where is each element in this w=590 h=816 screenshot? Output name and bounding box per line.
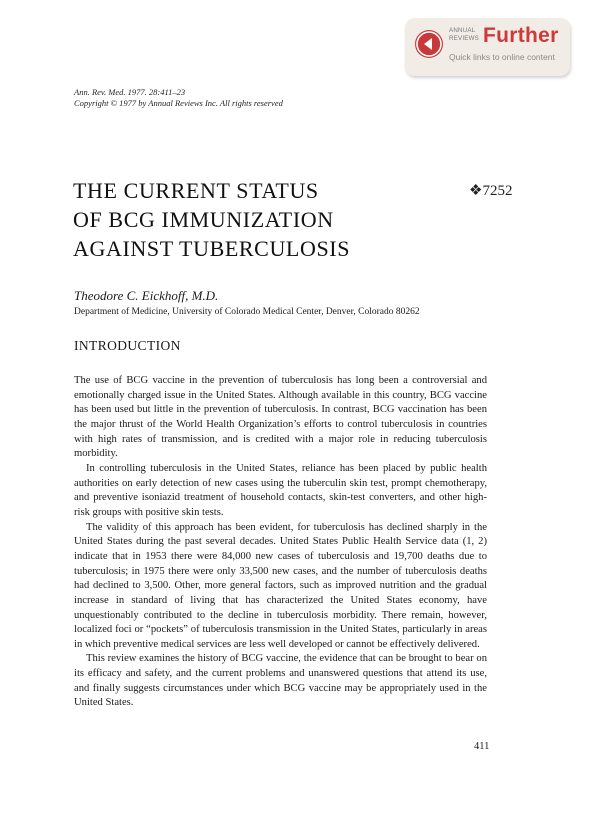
article-code: ❖7252 xyxy=(469,183,513,199)
title-line: THE CURRENT STATUS xyxy=(73,178,319,203)
author-affiliation: Department of Medicine, University of Colorado Medical Center, Denver, Colorado 80262 xyxy=(74,307,420,317)
article-title xyxy=(73,176,350,263)
paragraph: In controlling tuberculosis in the United States, reliance has been placed by public health authorities on early detection of new cases using the tuberculin skin test, prompt chemotherapy, and preventive isoniazid treatment of household contacts, skin-test converters, and other high-risk groups with positive skin tests. xyxy=(74,462,487,518)
banner-reviews-label: REVIEWS xyxy=(449,35,479,42)
title-line: AGAINST TUBERCULOSIS xyxy=(73,236,351,261)
play-back-icon xyxy=(415,30,443,58)
paragraph: The validity of this approach has been evident, for tuberculosis has declined sharply in the United States during the past several decades. United States Public Health Service data (1, 2) indicate that in 1953 there were 84,000 new cases of tuberculosis and 19,700 deaths due to tuberculosis; in 1975 there were only 33,500 new cases, and the number of tuberculosis deaths had declined to 3,500. Other, more general factors, such as improved nutrition and the gradual increase in standard of living that has characterized the United States economy, have unquestionably contributed to the decline in tuberculosis morbidity. There remain, however, localized foci or “pockets” of tuberculosis transmission in the United States, particularly in areas in which preventive medical services are less well developed or cannot be effectively delivered. xyxy=(74,521,487,650)
article-body xyxy=(74,374,487,711)
banner-quick-links[interactable]: Quick links to online content xyxy=(449,52,555,62)
title-line: OF BCG IMMUNIZATION xyxy=(73,207,334,232)
journal-citation xyxy=(74,87,283,109)
author-name: Theodore C. Eickhoff, M.D. xyxy=(74,288,219,303)
paragraph: This review examines the history of BCG vaccine, the evidence that can be brought to bear on its efficacy and safety, and the current problems and unanswered questions that attend its use, and finally suggests circumstances under which BCG vaccine may be appropriately used in the United States. xyxy=(74,653,487,709)
page-number: 411 xyxy=(474,741,490,752)
citation-line: Ann. Rev. Med. 1977. 28:411–23 xyxy=(74,87,186,97)
copyright-line: Copyright © 1977 by Annual Reviews Inc. All rights reserved xyxy=(74,98,283,108)
paragraph: The use of BCG vaccine in the prevention of tuberculosis has long been a controversial and emotionally charged issue in the United States. Although available in this country, BCG vaccine has been used but little in the prevention of tuberculosis. In contrast, BCG vaccination has been the major thrust of the World Health Organization’s efforts to control tuberculosis in countries with high rates of transmission, and is credited with a major role in reducing tuberculosis morbidity. xyxy=(74,375,487,460)
annual-reviews-further-banner[interactable] xyxy=(405,18,570,76)
banner-further-title: Further xyxy=(483,24,559,47)
banner-annual-label: ANNUAL xyxy=(449,27,476,34)
section-heading: INTRODUCTION xyxy=(74,338,181,353)
